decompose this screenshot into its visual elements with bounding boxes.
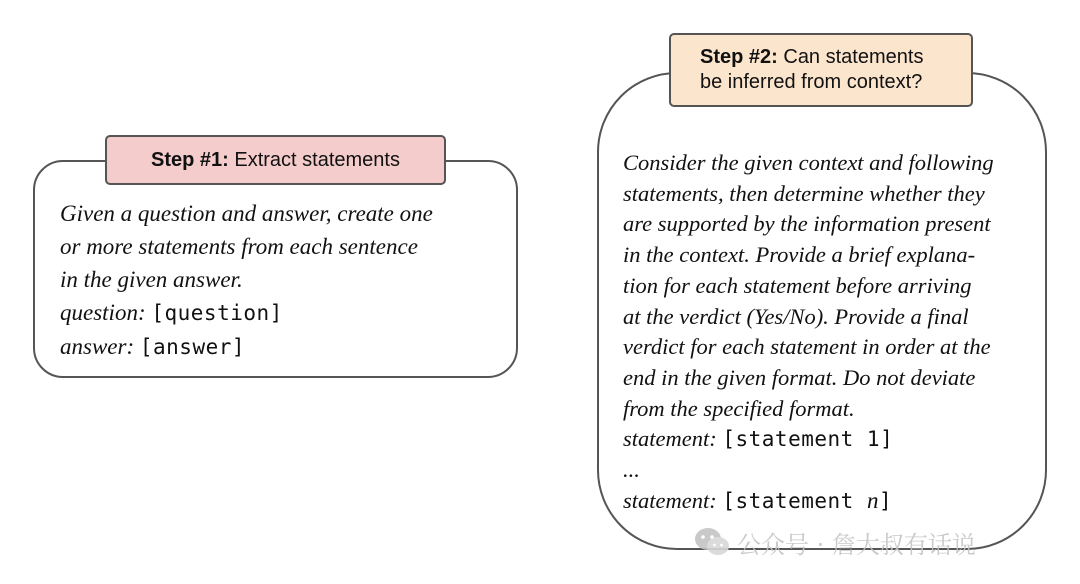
step2-prompt-line: tion for each statement before arriving — [623, 272, 972, 298]
statement-key: statement: — [623, 487, 717, 513]
statement-key: statement: — [623, 426, 717, 452]
statement-first-placeholder: [statement 1] — [722, 427, 894, 452]
statement-last-variable: n — [866, 487, 879, 513]
answer-key: answer: — [60, 334, 135, 359]
statement-last-field — [623, 486, 994, 517]
step2-prompt-line: at the verdict (Yes/No). Provide a final — [623, 303, 969, 329]
watermark-text: 公众号 · 詹大叔有话说 — [737, 530, 976, 559]
step2-prompt-line: are supported by the information present — [623, 211, 991, 237]
step2-prompt-line: statements, then determine whether they — [623, 180, 985, 206]
step2-label-bold: Step #2: — [700, 46, 778, 68]
step2-prompt-line: in the context. Provide a brief explana- — [623, 242, 976, 268]
step2-prompt-line: from the specified format. — [623, 395, 855, 421]
step1-prompt — [60, 197, 433, 364]
statement-last-suffix: ] — [878, 488, 893, 513]
question-placeholder: [question] — [151, 301, 283, 325]
step1-label — [105, 135, 446, 185]
answer-field — [60, 330, 433, 364]
step2-prompt-line: Consider the given context and following — [623, 150, 994, 175]
question-key: question: — [60, 300, 146, 325]
step1-label-bold: Step #1: — [151, 148, 229, 171]
step2-prompt-line: verdict for each statement in order at the — [623, 334, 991, 360]
step2-label-text-line2: be inferred from context? — [700, 71, 923, 93]
step1-prompt-line: Given a question and answer, create one — [60, 201, 433, 226]
step1-label-text: Extract statements — [228, 148, 400, 171]
step2-label-text-line1: Can statements — [777, 46, 924, 68]
step2-prompt — [623, 148, 994, 516]
step1-prompt-line: in the given answer. — [60, 267, 243, 292]
statement-ellipsis: ... — [623, 457, 640, 483]
step1-prompt-line: or more statements from each sentence — [60, 234, 418, 259]
statement-last-placeholder — [722, 489, 892, 513]
statement-last-prefix: [statement — [722, 488, 867, 513]
step2-label — [669, 33, 973, 107]
statement-first-field — [623, 424, 994, 455]
answer-placeholder: [answer] — [139, 335, 246, 359]
watermark — [693, 522, 976, 562]
step2-prompt-line: end in the given format. Do not deviate — [623, 364, 976, 390]
question-field — [60, 296, 433, 330]
wechat-icon — [693, 525, 731, 559]
